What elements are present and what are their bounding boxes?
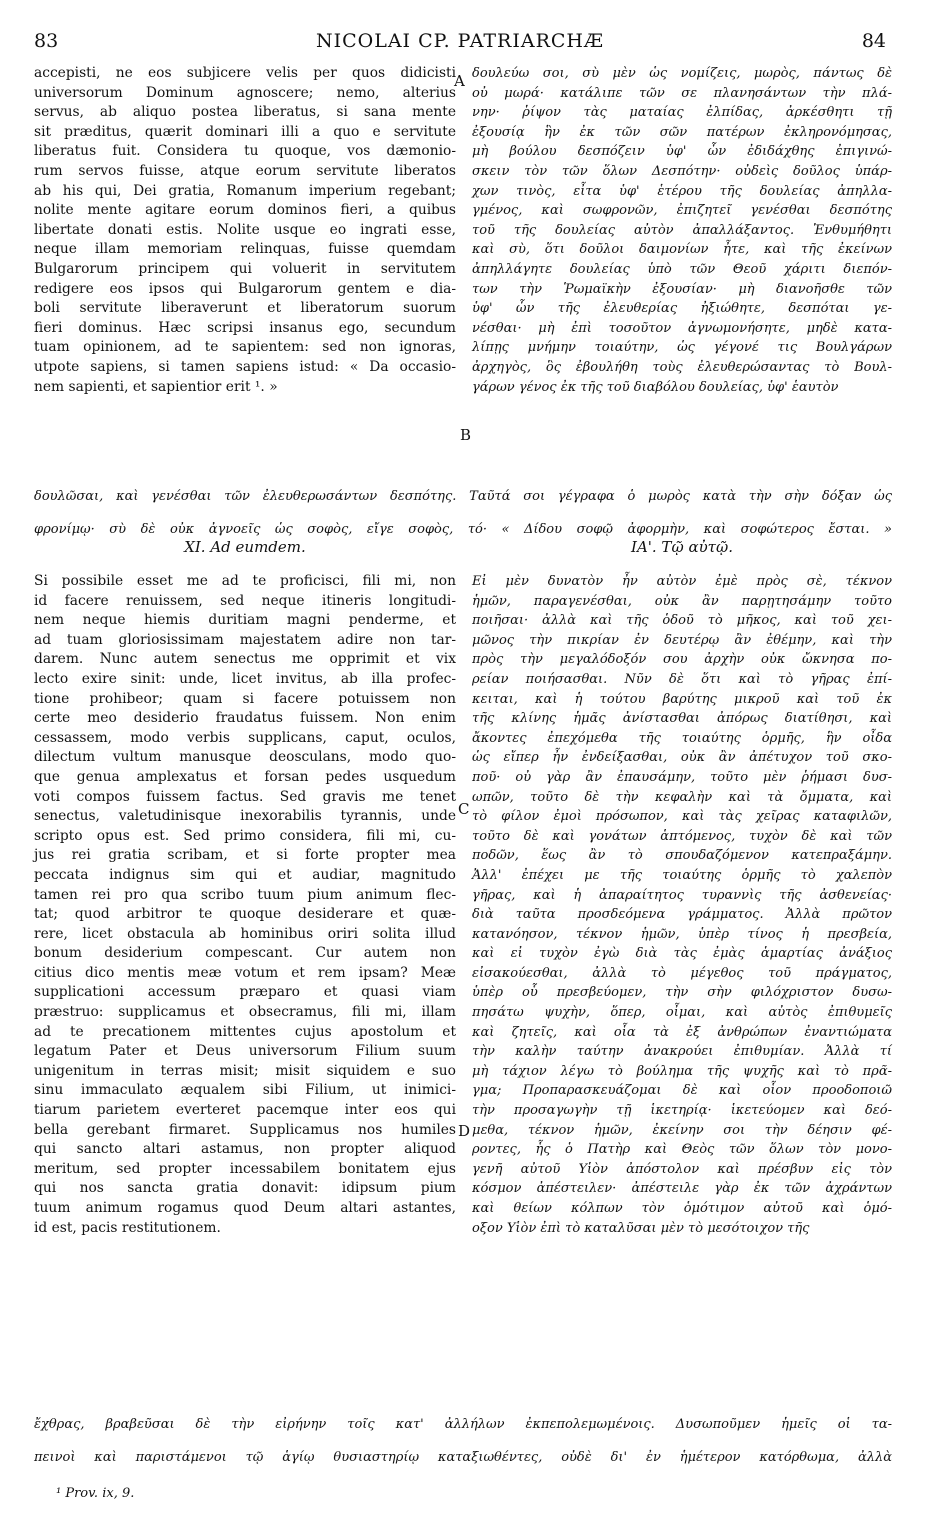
text-line: ωπῶν, τοῦτο δὲ τὴν κεφαλὴν καὶ τὰ ὄμματα, καὶ [472,789,892,805]
text-line: μὴ τάχιον λέγω τὸ βούλημα τῆς ψυχῆς καὶ τὸ πρᾶ- [472,1063,892,1079]
text-line: ἐξουσίᾳ ἣν ἐκ τῶν σῶν πατέρων ἐκληρονόμησας, [472,124,892,140]
margin-marker-a: A [454,72,465,90]
text-line: id est, pacis restitutionem. [34,1219,221,1236]
running-title: NICOLAI CP. PATRIARCHÆ [315,30,605,52]
text-line: μῶνος τὴν πικρίαν ἐν δευτέρῳ ἂν ἐθέμην, καὶ τὴν [472,632,892,648]
text-line: præstruo: supplicamus et obsecramus, fili mi, illam [34,1004,456,1021]
footnote: ¹ Prov. ix, 9. [56,1486,135,1501]
text-line: nem sapienti, et sapientior erit ¹. » [34,378,278,395]
text-line: ἔχθρας, βραβεῦσαι δὲ τὴν εἰρήνην τοῖς κατ' ἀλλήλων ἐκπεπολεμωμένοις. Δυσωποῦμεν ἡμεῖς οἱ τα- [34,1417,892,1432]
text-line: τοῦ τῆς δουλείας αὐτὸν ἀπαλλάξαντος. Ἐνθυμήθητι [472,222,892,238]
text-line: qui sancto altari astamus, non propter aliquod [34,1141,456,1158]
text-line: tione prohibeor; quam si facere potuissem non [34,690,456,707]
text-line: boli servitute liberaverunt et liberatorum suorum [34,300,456,317]
text-line: tamen rei pro qua scribo tuum pium animum flec- [34,886,456,903]
greek-column-main [472,572,892,1238]
text-line: ποῦ· οὐ γὰρ ἂν ἐπαυσάμην, τοῦτο μὲν ῥήμασι δυσ- [472,769,892,785]
text-line: dilectum vultum manusque deosculans, modo quo- [34,749,456,766]
text-line: ἄκοντες ἐπεχόμεθα τῆς τοιαύτης ὁρμῆς, ἣν οἶδα [472,730,892,746]
text-line: accepisti, ne eos subjicere velis per quos didicisti [34,65,456,81]
text-line: tuum animum rogamus quod Deum altari astantes, [34,1200,456,1216]
text-line: jus rei gratia scribam, et si forte propter mea [34,847,456,864]
text-line: γμένος, καὶ σωφρονῶν, ἐπιζητεῖ γενέσθαι δεσπότης [472,203,892,219]
text-line: γάρων γένος ἐκ τῆς τοῦ διαβόλου δουλείας, ὑφ' ἑαυτὸν [472,379,839,395]
text-line: μὴ βούλου δεσπόζειν ὑφ' ὧν ἐδιδάχθης ἐπιγινώ- [472,144,892,160]
text-line: ὑπὲρ οὗ πρεσβεύομεν, τὴν σὴν φιλόχριστον δυσω- [472,985,892,1001]
text-line: εἰσακούεσθαι, ἀλλὰ τὸ μέγεθος τοῦ πράγματος, [472,965,892,981]
text-line: senectus, valetudinisque inexorabilis tyrannis, unde [34,808,456,825]
text-line: utpote sapiens, si tamen sapiens istud: « Da occasio- [34,358,456,375]
text-line: citius dico mentis meæ votum et rem ipsam? Meæ [34,964,456,981]
text-line: ad te precationem mittentes cujus apostolum et [34,1023,456,1040]
section-title-latin: XI. Ad eumdem. [184,538,306,556]
latin-column-top [34,64,456,397]
text-line: κειται, καὶ ἡ τούτου βαρύτης μικροῦ καὶ τοῦ ἐκ [472,691,892,707]
text-line: tat; quod arbitror te quoque desiderare et quæ- [34,906,456,923]
text-line: ροντες, ἧς ὁ Πατὴρ καὶ Θεὸς τῶν ὅλων τὸν μονο- [472,1142,892,1158]
text-line: ποδῶν, ἕως ἂν τὸ σπουδαζόμενον κατεπραξάμην. [472,848,892,864]
text-line: πεινοὶ καὶ παριστάμενοι τῷ ἁγίῳ θυσιαστηρίῳ καταξιωθέντες, οὐδὲ δι' ἐν ἡμέτερον κατόρθωμα, ἀλλὰ [34,1449,892,1465]
text-line: καὶ ζητεῖς, καὶ οἷα τὰ ἐξ ἀνθρώπων ἐναντιώματα [472,1024,892,1040]
text-line: διὰ ταῦτα προσδεόμενα γράμματος. Ἀλλὰ πρῶτον [472,907,892,923]
greek-column-top [472,64,892,397]
text-line: ρείαν ποιήσασθαι. Νῦν δὲ ὅτι καὶ τὸ γῆρας ἐπί- [472,671,892,687]
text-line: ὡς εἴπερ ἦν ἐνδείξασθαι, οὐκ ἂν ἀπέτυχον τοῦ σκο- [472,750,892,766]
text-line: cessassem, modo verbis supplicans, caput, oculos, [34,729,456,746]
text-line: certe meo desiderio fraudatus fuissem. Non enim [34,710,456,727]
text-line: unigenitum in terras misit; misit siquidem e suo [34,1062,456,1079]
text-line: voti compos fuissem factus. Sed gravis me tenet [34,788,456,805]
text-line: ποιῆσαι· ἀλλὰ καὶ τῆς ὁδοῦ τὸ μῆκος, καὶ τοῦ χει- [472,613,892,629]
text-line: τὴν καλὴν ταύτην ἀνακρούει ἐπιθυμίαν. Ἀλλὰ τί [472,1044,892,1060]
page-header [34,30,886,58]
text-line: supplicationi accessum præparo et quasi viam [34,984,456,1001]
text-line: νην· ῥίψον τὰς ματαίας ἐλπίδας, ἀρκέσθητι τῇ [472,105,892,121]
text-line: rum servos fuisse, atque eorum servitute liberatos [34,162,456,179]
text-line: κατανόησον, τέκνον ἡμῶν, ὑπὲρ τίνος ἡ πρεσβεία, [472,926,892,942]
text-line: ἡμῶν, παραγενέσθαι, οὐκ ἂν παρῃτησάμην τοῦτο [472,593,892,609]
text-line: peccata indignus sim qui et audiar, magnitudo [34,866,456,883]
text-line: λίπῃς μνήμην τοιαύτην, ὡς γέγονέ τις Βουλγάρων [472,340,892,356]
text-line: lecto exire sinit: unde, licet invitus, ab illa profec- [34,670,456,687]
text-line: universorum Dominum agnoscere; nemo, alterius [34,84,456,101]
text-line: ὑφ' ὧν τῆς ἐλευθερίας ἠξιώθητε, δεσπόται γε- [472,301,892,317]
text-line: ad tuam gloriosissimam majestatem adire non tar- [34,631,456,648]
text-line: χων τινὸς, εἶτα ὑφ' ἑτέρου τῆς δουλείας ἀπηλλα- [472,183,892,199]
text-line: scripto opus est. Sed primo considera, fili mi, cu- [34,827,456,844]
text-line: τοῦτο δὲ καὶ γονάτων ἁπτόμενος, τυχὸν δὲ καὶ τῶν [472,828,892,844]
text-line: ἀπηλλάγητε δουλείας ὑπὸ τῶν Θεοῦ χάριτι διεπόν- [472,261,892,277]
text-line: των τὴν Ῥωμαϊκὴν ἐξουσίαν· μὴ διανοῆσθε τῶν [472,281,892,297]
margin-marker-d: D [458,1122,471,1140]
text-line: redigere eos ipsos qui Bulgarorum gentem e dia- [34,280,456,297]
text-line: que genua amplexatus et forsan pedes usquedum [34,768,456,785]
section-title-greek: ΙΑ'. Τῷ αὐτῷ. [631,538,733,556]
text-line: liberatus fuit. Considera tu quoque, vos dæmonio- [34,143,456,160]
text-line: κόσμον ἀπέστειλεν· ἀπέστειλε γὰρ ἐκ τῶν ἀχράντων [472,1181,892,1197]
text-line: τὴν προσαγωγὴν τῇ ἱκετηρίᾳ· ἱκετεύομεν καὶ δεό- [472,1103,892,1119]
text-line: nolite mente agitare eorum dominos fieri, a quibus [34,202,456,219]
text-line: legatum Pater et Deus universorum Filium suum [34,1043,456,1060]
page-number-left: 83 [34,30,59,52]
text-line: neque illam memoriam relinquas, fuisse quemdam [34,241,456,258]
text-line: ἀρχηγὸς, ὃς ἐβουλήθη τοὺς ἐλευθερώσαντας τὸ Βουλ- [472,359,892,375]
text-line: γῆρας, καὶ ἡ ἀπαραίτητος τυραννὶς τῆς ἀσθενείας· [472,887,892,903]
text-line: darem. Nunc autem senectus me opprimit et vix [34,651,456,668]
text-line: πησάτω ψυχὴν, ὅπερ, οἶμαι, καὶ αὐτὸς ἐπιθυμεῖς [472,1005,892,1021]
text-line: γμα; Προπαρασκευάζομαι δὲ καὶ οἷον προοδοποιῶ [472,1083,892,1099]
text-line: μεθα, τέκνον ἡμῶν, ἐκείνην σοι τὴν δέησιν φέ- [472,1122,892,1138]
text-line: καὶ θείων κόλπων τὸν ὁμότιμον αὐτοῦ καὶ ὁμό- [472,1201,892,1216]
text-line: libertate donati estis. Nolite usque eo ingrati esse, [34,221,456,238]
text-line: σκειν τὸν τῶν ὅλων Δεσπότην· οὐδεὶς δοῦλος ὑπάρ- [472,163,892,179]
text-line: qui nos sancta gratia donavit: idipsum pium [34,1180,456,1197]
text-line: καὶ σὺ, ὅτι δοῦλοι δαιμονίων ἦτε, καὶ τῆς ἐκείνων [472,242,892,258]
text-line: οὐ μωρά· κατάλιπε τῶν σε πλανησάντων τὴν πλά- [472,85,892,101]
text-line: bonum desiderium compescant. Cur autem non [34,945,456,962]
text-line: sit præditus, quærit dominari illi a quo e servitute [34,123,456,140]
margin-marker-c: C [458,800,470,818]
text-line: bella gerebant firmaret. Supplicamus nos humiles [34,1121,456,1138]
text-line: ab his qui, Dei gratia, Romanum imperium regebant; [34,182,456,199]
text-line: meritum, sed propter incessabilem bonitatem ejus [34,1160,456,1177]
text-line: νέσθαι· μὴ ἐπὶ τοσοῦτον ἀγνωμονήσητε, μηδὲ κατα- [472,320,892,336]
text-line: servus, ab aliquo postea liberatus, si sana mente [34,104,456,121]
text-line: Si possibile esset me ad te proficisci, fili mi, non [34,573,456,589]
text-line: καὶ εἰ τυχὸν ἐγὼ διὰ τὰς ἐμὰς ἁμαρτίας ἀνάξιος [472,946,892,962]
text-line: Εἰ μὲν δυνατὸν ἦν αὐτὸν ἐμὲ πρὸς σὲ, τέκνον [472,574,892,589]
margin-marker-b: B [460,426,472,444]
text-line: tiarum parietem everteret pacemque inter eos qui [34,1102,456,1119]
page-number-right: 84 [861,30,886,52]
text-line: γενῆ αὐτοῦ Υἱὸν ἀπόστολον καὶ πρέσβυν εἰς τὸν [472,1161,892,1177]
text-line: tuam opinionem, ad te sapientem: sed non ignoras, [34,339,456,356]
text-line: τῆς κλίνης ἡμᾶς ἀνίστασθαι ἀπόρως διατίθησι, καὶ [472,711,892,727]
text-line: οξον Υἱὸν ἐπὶ τὸ καταλῦσαι μὲν τὸ μεσότοιχον τῆς [472,1220,810,1236]
text-line: δουλῶσαι, καὶ γενέσθαι τῶν ἐλευθερωσάντων δεσπότης. Ταῦτά σοι γέγραφα ὁ μωρὸς κατὰ τὴν σὴν δόξαν ὡς [34,489,892,504]
text-line: φρονίμῳ· σὺ δὲ οὐκ ἀγνοεῖς ὡς σοφὸς, εἴγε σοφὸς, τό· « Δίδου σοφῷ ἀφορμὴν, καὶ σοφώτερος ἔσται. » [34,521,892,537]
text-line: id facere renuissem, sed neque itineris longitudi- [34,592,456,609]
text-line: fieri dominus. Hæc scripsi insanus ego, secundum [34,319,456,336]
text-line: Ἀλλ' ἐπέχει με τῆς τοιαύτης ὁρμῆς τὸ χαλεπὸν [472,867,892,883]
text-line: τὸ φίλον ἐμοὶ πρόσωπον, καὶ τὰς χεῖρας καταφιλῶν, [472,809,892,825]
greek-full-width-bottom [34,1402,892,1480]
text-line: nem neque hiemis duritiam magni penderme, et [34,612,456,629]
text-line: Bulgarorum principem qui voluerit in servitutem [34,260,456,277]
latin-column-main [34,572,456,1238]
text-line: rere, licet obstacula ab hominibus oriri solita illud [34,925,456,942]
text-line: sinu immaculato æqualem sibi Filium, ut inimici- [34,1082,456,1099]
text-line: δουλεύω σοι, σὺ μὲν ὡς νομίζεις, μωρὸς, πάντως δὲ [472,66,892,81]
text-line: πρὸς τὴν μεγαλόδοξόν σου ἀρχὴν οὐκ ὤκνησα πο- [472,652,892,668]
